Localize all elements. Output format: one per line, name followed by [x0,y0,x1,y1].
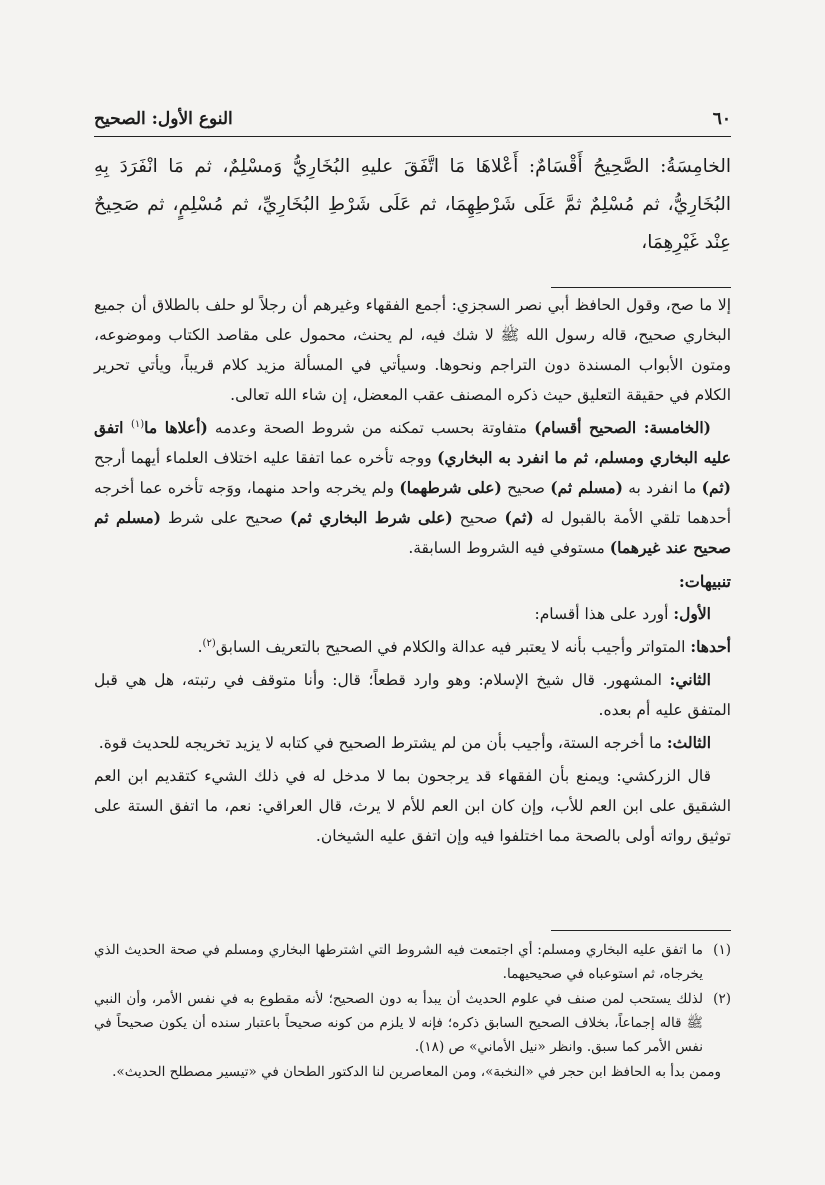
footnote-separator [551,930,731,931]
note-zarkashi: قال الزركشي: ويمنع بأن الفقهاء قد يرجحون بما لا مدخل له في ذلك الشيء كتقديم ابن العم الشقيق على ابن العم للأب، وإن كان ابن العم للأم لا يرث، قال العراقي: نعم، ما اتفق الستة على توثيق رواته أولى بالصحة مما اختلفوا فيه وإن اتفق عليه الشيخان. [94,767,731,845]
note-first: الأول: أورد على هذا أقسام: [534,604,711,623]
footnote-number: (٢) [713,991,731,1007]
commentary [94,290,731,854]
tanbihat-heading: تنبيهات: [678,572,731,591]
footnote-ref-2[interactable]: (٢) [202,637,216,649]
header-rule [94,136,731,137]
note-ahaduha: أحدها: المتواتر وأجيب بأنه لا يعتبر فيه عدالة والكلام في الصحيح بالتعريف السابق$^{(٢)}$. [197,637,731,656]
footnote-text: لذلك يستحب لمن صنف في علوم الحديث أن يبدأ به دون الصحيح؛ لأنه مقطوع به في نفس الأمر، وأن النبي ﷺ قاله إجماعاً، بخلاف الصحيح السابق ذكره؛ فإنه لا يلزم من كونه صحيحاً باعتبار سنده أن يكون صحيحاً في نفس الأمر كما سبق. وانظر «نيل الأماني» ص (١٨). [94,991,703,1055]
footnote-2-continuation: وممن بدأ به الحافظ ابن حجر في «النخبة»، ومن المعاصرين لنا الدكتور الطحان في «تيسير مصطلح الحديث». [112,1064,721,1080]
footnote-text: ما اتفق عليه البخاري ومسلم: أي اجتمعت فيه الشروط التي اشترطها البخاري ومسلم في صحة الحديث الذي يخرجاه، ثم استوعباه في صحيحيهما. [94,942,703,982]
footnote-2 [94,987,731,1059]
matn-text: الخامِسَةُ: الصَّحِيحُ أَقْسَامٌ: أَعْلاهَا مَا اتَّفَقَ عليهِ البُخَارِيُّ وَمسْلِمٌ، ثم مَا انْفَرَدَ بِهِ البُخَارِيُّ، ثم مُسْلِمٌ ثمَّ عَلَى شَرْطِهِمَا، ثم عَلَى شَرْطِ البُخَارِيِّ، ثم مُسْلِمٍ، ثم صَحِيحٌ عِنْد غَيْرِهِمَا، [94,156,731,253]
footnotes [94,938,731,1084]
footnote-number: (١) [713,942,731,958]
chapter-title: النوع الأول: الصحيح [94,109,233,129]
running-header [94,104,731,134]
footnote-ref-1[interactable]: (١) [130,418,145,430]
matn-separator [551,287,731,288]
commentary-fifth: (الخامسة: الصحيح أقسام) متفاوتة بحسب تمكنه من شروط الصحة وعدمه (أعلاها ما$^{(١)}$ اتفق عليه البخاري ومسلم، ثم ما انفرد به البخاري) ووجه تأخره عما اتفقا عليه اختلاف العلماء أيهما أرجح (ثم) ما انفرد به (مسلم ثم) صحيح (على شرطهما) ولم يخرجه واحد منهما، ووَجه تأخره عما أخرجه أحدهما تلقي الأمة بالقبول له (ثم) صحيح (على شرط البخاري ثم) صحيح على شرط (مسلم ثم صحيح عند غيرهما) مستوفي فيه الشروط السابقة. [94,418,732,557]
page-number: ٦٠ [712,109,731,129]
note-thani: الثاني: المشهور. قال شيخ الإسلام: وهو وارد قطعاً؛ قال: وأنا متوقف في رتبته، هل هي قبل المتفق عليه أم بعده. [94,670,731,719]
footnote-1 [94,938,731,986]
note-thalith: الثالث: ما أخرجه الستة، وأجيب بأن من لم يشترط الصحيح في كتابه لا يزيد تخريجه للحديث قوة. [98,733,711,752]
commentary-continuation: إلا ما صح، وقول الحافظ أبي نصر السجزي: أجمع الفقهاء وغيرهم أن رجلاً لو حلف بالطلاق أن جميع البخاري صحيح، قاله رسول الله ﷺ لا شك فيه، لم يحنث، محمول على مقاصد الكتاب وموضوعه، ومتون الأبواب المسندة دون التراجم ونحوها. وسيأتي في المسألة مزيد كلام قريباً، ويأتي تحرير الكلام في حقيقة التعليق حيث ذكره المصنف عقب المعضل، إن شاء الله تعالى. [94,296,731,404]
